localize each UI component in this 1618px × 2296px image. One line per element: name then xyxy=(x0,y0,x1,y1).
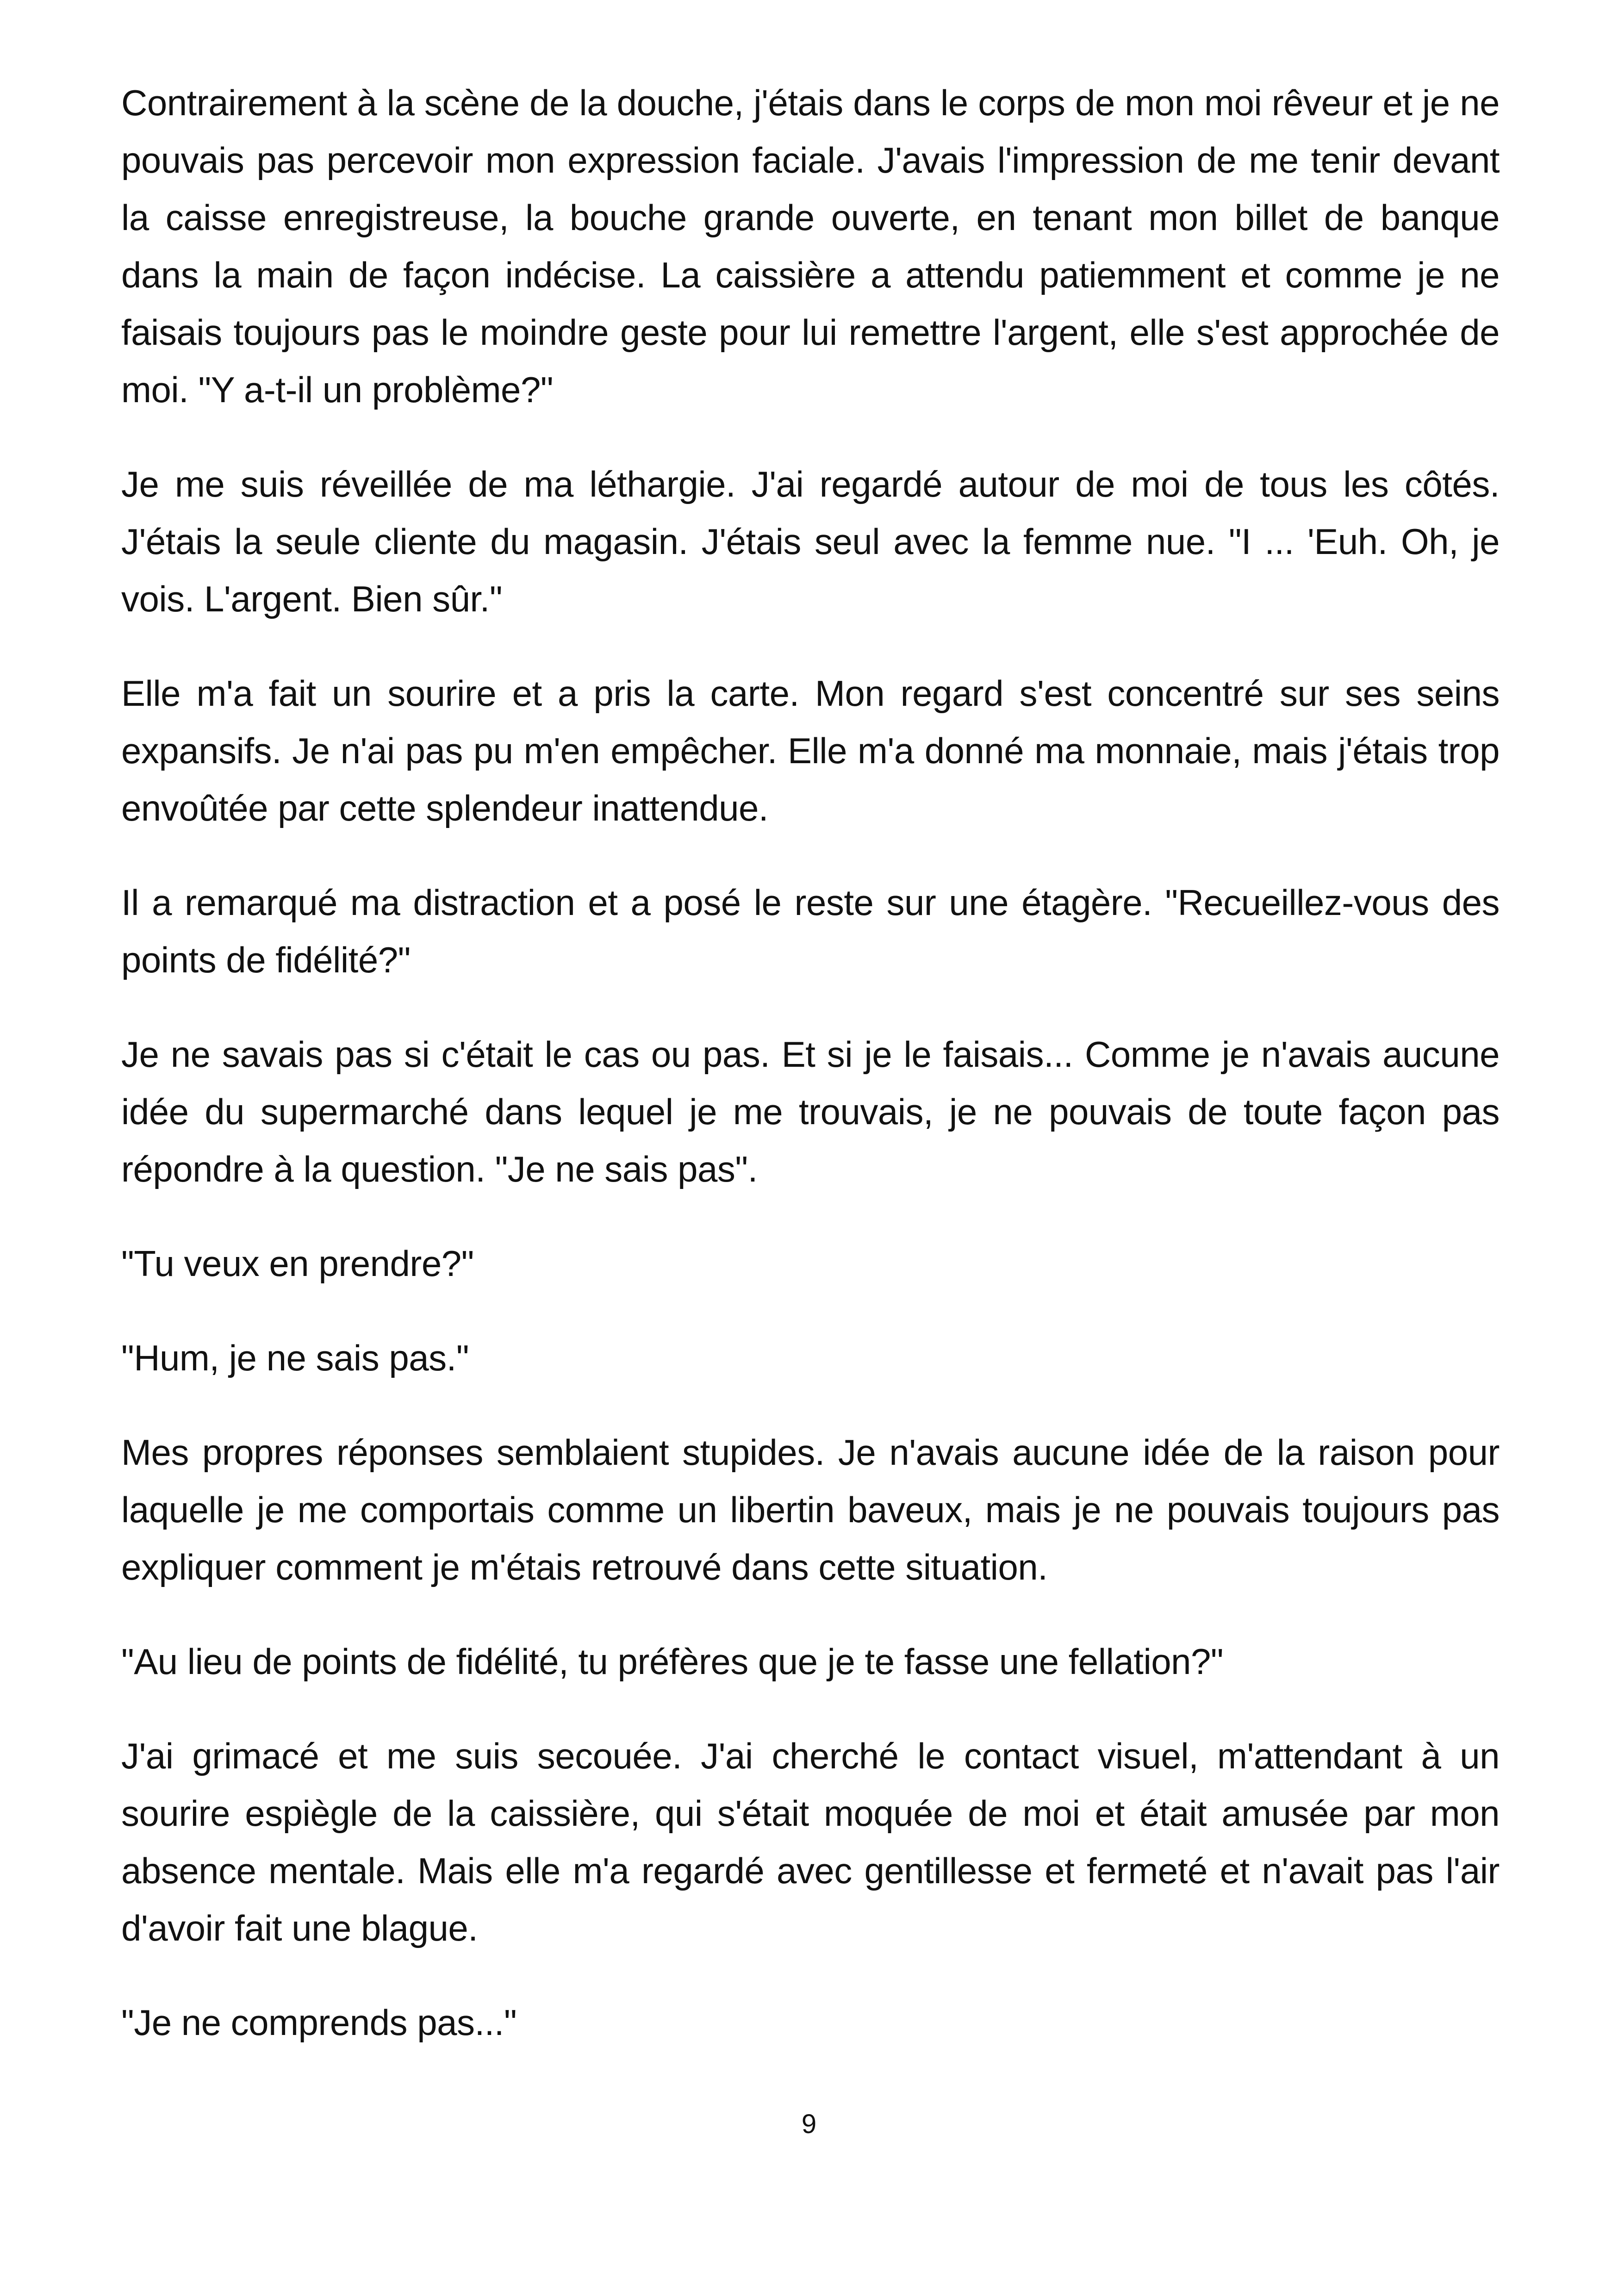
paragraph: "Au lieu de points de fidélité, tu préfères que je te fasse une fellation?" xyxy=(121,1641,1224,1682)
paragraph: J'ai grimacé et me suis secouée. J'ai cherché le contact visuel, m'attendant à un sourire espiègle de la caissière, qui s'était moquée de moi et était amusée par mon absence mentale. Mais elle m'a regardé avec gentillesse et fermeté et n'avait pas l'air d'avoir fait une blague. xyxy=(121,1736,1500,1948)
paragraph: "Hum, je ne sais pas." xyxy=(121,1338,469,1378)
paragraph: Je me suis réveillée de ma léthargie. J'ai regardé autour de moi de tous les côtés. J'étais la seule cliente du magasin. J'étais seul avec la femme nue. "I ... 'Euh. Oh, je vois. L'argent. Bien sûr." xyxy=(121,464,1500,619)
paragraph: "Tu veux en prendre?" xyxy=(121,1243,474,1284)
page-number: 9 xyxy=(801,2109,817,2139)
paragraph: Elle m'a fait un sourire et a pris la carte. Mon regard s'est concentré sur ses seins expansifs. Je n'ai pas pu m'en empêcher. Elle m'a donné ma monnaie, mais j'étais trop envoûtée par cette splendeur inattendue. xyxy=(121,673,1500,828)
paragraph: Contrairement à la scène de la douche, j'étais dans le corps de mon moi rêveur et je ne pouvais pas percevoir mon expression faciale. J'avais l'impression de me tenir devant la caisse enregistreuse, la bouche grande ouverte, en tenant mon billet de banque dans la main de façon indécise. La caissière a attendu patiemment et comme je ne faisais toujours pas le moindre geste pour lui remettre l'argent, elle s'est approchée de moi. "Y a-t-il un problème?" xyxy=(121,82,1500,410)
paragraph: Mes propres réponses semblaient stupides. Je n'avais aucune idée de la raison pour laquelle je me comportais comme un libertin baveux, mais je ne pouvais toujours pas expliquer comment je m'étais retrouvé dans cette situation. xyxy=(121,1432,1500,1587)
page-body xyxy=(121,74,1500,2088)
paragraph: Je ne savais pas si c'était le cas ou pas. Et si je le faisais... Comme je n'avais aucune idée du supermarché dans lequel je me trouvais, je ne pouvais de toute façon pas répondre à la question. "Je ne sais pas". xyxy=(121,1034,1500,1189)
paragraph: "Je ne comprends pas..." xyxy=(121,2002,517,2043)
paragraph: Il a remarqué ma distraction et a posé le reste sur une étagère. "Recueillez-vous des points de fidélité?" xyxy=(121,882,1500,980)
